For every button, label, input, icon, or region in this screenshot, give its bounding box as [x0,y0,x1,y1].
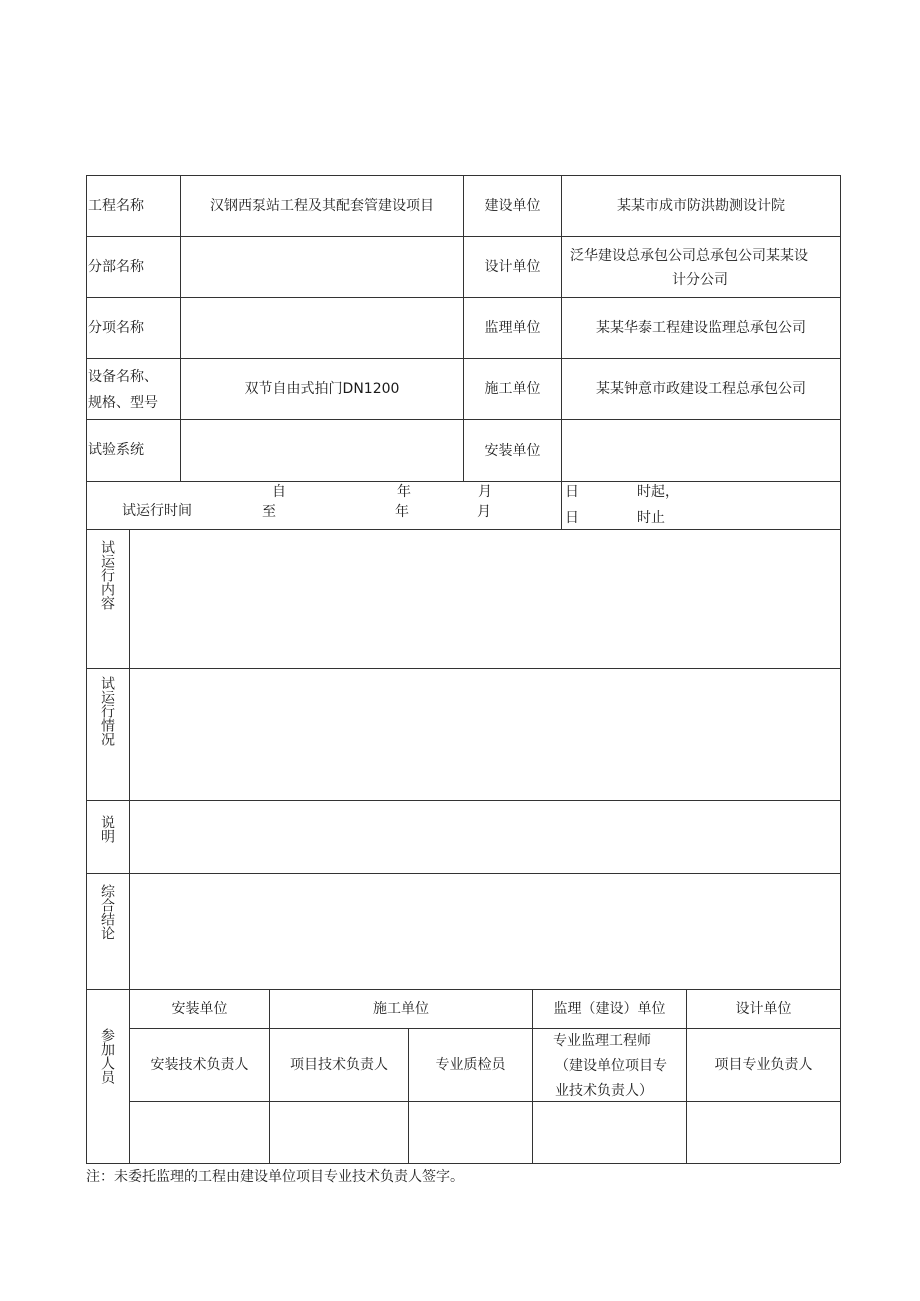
designer-value-line1: 泛华建设总承包公司总承包公司某某设 [570,248,808,264]
status-section-label: 试运行情况 [99,676,115,746]
role-quality-inspector: 专业质检员 [435,1057,506,1073]
header-designer: 设计单位 [735,1001,792,1017]
header-contractor: 施工单位 [373,1001,429,1017]
role-project-tech: 项目技术负责人 [290,1057,388,1073]
to-month-label: 月 [477,504,491,520]
equipment-label-line2: 规格、型号 [88,395,158,411]
to-day-label: 日 [565,510,579,526]
participants-section-label: 参加人员 [99,1028,115,1084]
to-label: 至 [262,504,276,520]
project-name-value: 汉钢西泵站工程及其配套管建设项目 [210,198,434,214]
from-label: 自 [272,484,286,500]
header-installer: 安装单位 [171,1001,228,1017]
signature-project-tech[interactable] [270,1102,408,1163]
signature-design-lead[interactable] [687,1102,840,1163]
role-install-tech: 安装技术负责人 [150,1057,249,1073]
to-year-label: 年 [395,504,409,520]
system-label: 试验系统 [88,442,144,458]
note-section-label: 说明 [99,815,115,843]
equipment-label-line1: 设备名称、 [88,369,158,385]
supervisor-value: 某某华泰工程建设监理总承包公司 [596,320,806,336]
builder-label: 建设单位 [484,198,541,214]
trial-time-label: 试运行时间 [122,503,192,519]
content-section-label: 试运行内容 [99,540,115,610]
note-area[interactable] [130,801,840,873]
role-supervisor-line1: 专业监理工程师 [553,1033,651,1049]
supervisor-label: 监理单位 [484,320,541,336]
designer-value [562,237,840,297]
installer-label: 安装单位 [484,442,541,459]
contractor-value: 某某钟意市政建设工程总承包公司 [596,381,806,397]
header-supervisor: 监理（建设）单位 [553,1001,666,1017]
builder-value: 某某市成市防洪勘测设计院 [617,198,785,214]
status-area[interactable] [130,669,840,800]
project-name-label: 工程名称 [88,198,144,214]
role-supervisor-line3: 业技术负责人） [555,1083,653,1099]
role-design-lead: 项目专业负责人 [714,1057,813,1073]
division-label: 分部名称 [88,259,144,275]
signature-install-tech[interactable] [130,1102,269,1163]
content-area[interactable] [130,530,840,668]
signature-quality-inspector[interactable] [409,1102,532,1163]
installer-value[interactable] [562,420,840,481]
role-supervisor-line2: （建设单位项目专 [555,1058,667,1074]
from-day-label: 日 [565,484,579,500]
contractor-label: 施工单位 [484,381,541,397]
subitem-label: 分项名称 [88,320,144,336]
from-month-label: 月 [478,484,492,500]
subitem-value[interactable] [181,298,463,358]
designer-value-line2: 计分公司 [672,272,728,288]
conclusion-section-label: 综合结论 [99,884,115,940]
footnote: 注：未委托监理的工程由建设单位项目专业技术负责人签字。 [86,1169,464,1185]
from-year-label: 年 [397,484,411,500]
system-value[interactable] [181,420,463,481]
signature-supervisor[interactable] [533,1102,686,1163]
equipment-value: 双节自由式拍门DN1200 [244,381,400,397]
end-time-label: 时止 [637,510,665,526]
designer-label: 设计单位 [484,259,541,275]
division-value[interactable] [181,237,463,297]
conclusion-area[interactable] [130,874,840,989]
role-supervisor [533,1029,686,1101]
start-time-label: 时起， [637,484,679,500]
